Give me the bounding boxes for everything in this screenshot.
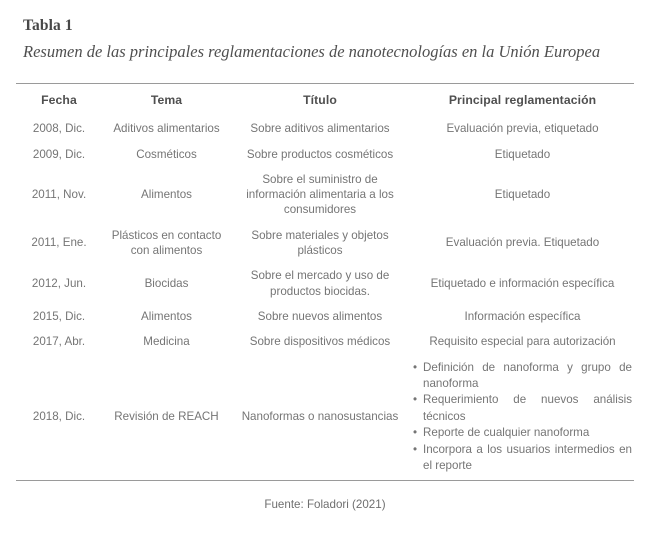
cell-tema: Revisión de REACH (114, 410, 219, 424)
column-header-fecha: Fecha (41, 93, 77, 108)
cell-tema: Alimentos (141, 188, 192, 202)
cell-reglamentacion: Etiquetado (494, 147, 551, 161)
column-header-titulo: Título (303, 93, 337, 108)
table-row (15, 329, 635, 354)
cell-titulo: Sobre aditivos alimentarios (250, 122, 390, 136)
cell-tema: Cosméticos (136, 147, 197, 161)
cell-reglamentacion: Evaluación previa, etiquetado (446, 122, 599, 136)
column-header-tema: Tema (150, 93, 183, 108)
table-row (15, 355, 635, 480)
cell-tema: Aditivos alimentarios (113, 122, 220, 136)
cell-titulo: Sobre dispositivos médicos (249, 335, 391, 349)
cell-fecha: 2009, Dic. (32, 147, 86, 161)
column-header-reglamentacion: Principal reglamentación (448, 93, 597, 108)
cell-titulo: Sobre nuevos alimentos (257, 309, 383, 323)
table-caption (15, 0, 635, 63)
table-row (15, 223, 635, 264)
cell-reglamentacion: Etiquetado e información específica (430, 276, 615, 290)
cell-reglamentacion: Etiquetado (494, 188, 551, 202)
table-row (15, 142, 635, 167)
cell-tema: Alimentos (141, 309, 192, 323)
cell-fecha: 2008, Dic. (32, 122, 86, 136)
cell-fecha: 2018, Dic. (32, 410, 86, 424)
list-item: • Definición de nanoforma y grupo de nanoforma (413, 360, 632, 393)
cell-reglamentacion: Información específica (464, 309, 581, 323)
cell-fecha: 2011, Ene. (31, 236, 87, 250)
cell-titulo: Sobre materiales y objetos plásticos (251, 228, 389, 258)
table-row (15, 116, 635, 141)
cell-reglamentacion: Requisito especial para autorización (429, 335, 616, 349)
table-title: Resumen de las principales reglamentaciones de nanotecnologías en la Unión Europea (23, 41, 601, 61)
cell-fecha: 2012, Jun. (31, 276, 87, 290)
table-row (15, 167, 635, 223)
cell-reglamentacion: Evaluación previa. Etiquetado (445, 236, 600, 250)
reglamentacion-bullet-list (413, 360, 632, 475)
table-row (15, 304, 635, 329)
list-item: • Reporte de cualquier nanoforma (413, 425, 632, 441)
cell-fecha: 2017, Abr. (32, 335, 86, 349)
cell-tema: Biocidas (144, 276, 189, 290)
cell-fecha: 2011, Nov. (31, 188, 87, 202)
cell-reglamentacion-bullets (410, 355, 635, 480)
cell-titulo: Nanoformas o nanosustancias (241, 410, 399, 424)
list-item: • Requerimiento de nuevos análisis técnicos (413, 392, 632, 425)
table-row (15, 263, 635, 304)
regulations-table (15, 84, 635, 479)
list-item: • Incorpora a los usuarios intermedios en el reporte (413, 442, 632, 475)
cell-titulo: Sobre el mercado y uso de productos biocidas. (250, 269, 390, 298)
table-number-label: Tabla 1 (23, 17, 73, 34)
cell-titulo: Sobre productos cosméticos (246, 147, 394, 161)
cell-fecha: 2015, Dic. (32, 309, 86, 323)
cell-titulo: Sobre el suministro de información alimentaria a los consumidores (246, 172, 394, 217)
table-header-row (15, 84, 635, 116)
cell-tema: Plásticos en contacto con alimentos (111, 228, 222, 258)
table-source-note: Fuente: Foladori (2021) (264, 497, 386, 511)
cell-tema: Medicina (143, 335, 190, 349)
